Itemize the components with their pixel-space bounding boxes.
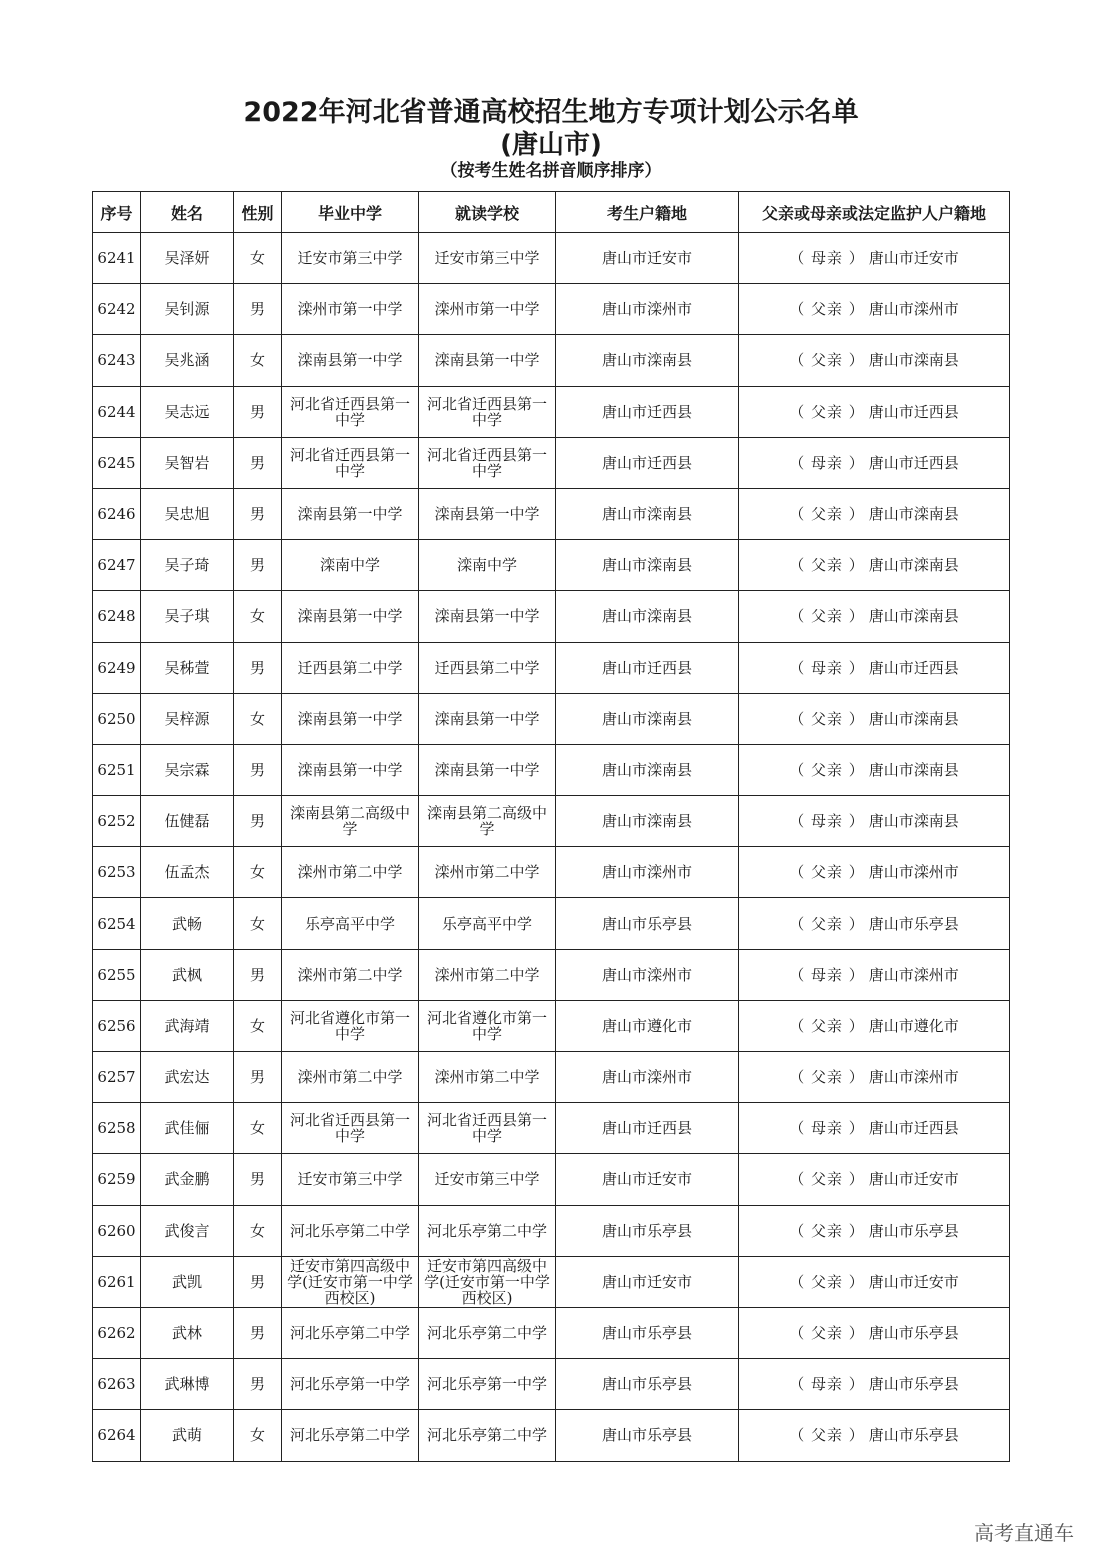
cell-hukou: 唐山市滦南县 bbox=[556, 335, 739, 386]
cell-grad-school: 河北省迁西县第一中学 bbox=[282, 386, 419, 437]
cell-name: 吴泽妍 bbox=[141, 233, 234, 284]
document-sort-note: （按考生姓名拼音顺序排序） bbox=[440, 161, 662, 181]
header-gender: 性别 bbox=[234, 192, 282, 233]
cell-current-school: 河北省迁西县第一中学 bbox=[419, 437, 556, 488]
cell-grad-school: 河北乐亭第二中学 bbox=[282, 1307, 419, 1358]
cell-name: 武萌 bbox=[141, 1410, 234, 1461]
table-row bbox=[93, 1154, 1010, 1205]
header-guardian-hukou: 父亲或母亲或法定监护人户籍地 bbox=[739, 192, 1010, 233]
cell-guardian bbox=[739, 284, 1010, 335]
cell-hukou: 唐山市迁安市 bbox=[556, 1256, 739, 1307]
cell-gender: 男 bbox=[234, 386, 282, 437]
cell-hukou: 唐山市乐亭县 bbox=[556, 1307, 739, 1358]
cell-name: 吴宗霖 bbox=[141, 744, 234, 795]
table-row bbox=[93, 898, 1010, 949]
cell-grad-school: 滦南县第二高级中学 bbox=[282, 796, 419, 847]
cell-name: 吴志远 bbox=[141, 386, 234, 437]
guardian-relation: （ 母亲 ） bbox=[789, 965, 865, 984]
cell-grad-school: 滦南县第一中学 bbox=[282, 591, 419, 642]
cell-no: 6241 bbox=[93, 233, 141, 284]
cell-name: 武枫 bbox=[141, 949, 234, 1000]
cell-no: 6262 bbox=[93, 1307, 141, 1358]
cell-no: 6245 bbox=[93, 437, 141, 488]
cell-name: 吴子琦 bbox=[141, 540, 234, 591]
table-body bbox=[93, 233, 1010, 1462]
cell-grad-school: 河北省遵化市第一中学 bbox=[282, 1000, 419, 1051]
cell-current-school: 迁安市第四高级中学(迁安市第一中学西校区) bbox=[419, 1256, 556, 1307]
cell-no: 6260 bbox=[93, 1205, 141, 1256]
cell-hukou: 唐山市滦南县 bbox=[556, 693, 739, 744]
cell-no: 6263 bbox=[93, 1359, 141, 1410]
cell-guardian bbox=[739, 1052, 1010, 1103]
cell-grad-school: 河北省迁西县第一中学 bbox=[282, 1103, 419, 1154]
cell-guardian bbox=[739, 1256, 1010, 1307]
cell-gender: 女 bbox=[234, 847, 282, 898]
cell-current-school: 滦州市第二中学 bbox=[419, 1052, 556, 1103]
cell-grad-school: 滦南县第一中学 bbox=[282, 335, 419, 386]
header-no: 序号 bbox=[93, 192, 141, 233]
table-row bbox=[93, 591, 1010, 642]
cell-current-school: 乐亭高平中学 bbox=[419, 898, 556, 949]
cell-grad-school: 滦南中学 bbox=[282, 540, 419, 591]
guardian-relation: （ 父亲 ） bbox=[789, 351, 865, 370]
cell-guardian bbox=[739, 233, 1010, 284]
cell-name: 武海靖 bbox=[141, 1000, 234, 1051]
table-row bbox=[93, 1000, 1010, 1051]
cell-current-school: 滦南县第一中学 bbox=[419, 488, 556, 539]
guardian-hukou: 唐山市滦南县 bbox=[868, 351, 959, 370]
cell-name: 武俊言 bbox=[141, 1205, 234, 1256]
guardian-relation: （ 父亲 ） bbox=[789, 607, 865, 626]
cell-name: 伍健磊 bbox=[141, 796, 234, 847]
header-grad-school: 毕业中学 bbox=[282, 192, 419, 233]
table-row bbox=[93, 796, 1010, 847]
cell-hukou: 唐山市迁西县 bbox=[556, 437, 739, 488]
cell-current-school: 河北乐亭第二中学 bbox=[419, 1205, 556, 1256]
cell-guardian bbox=[739, 847, 1010, 898]
guardian-relation: （ 父亲 ） bbox=[789, 1426, 865, 1445]
guardian-relation: （ 母亲 ） bbox=[789, 1375, 865, 1394]
cell-grad-school: 滦州市第二中学 bbox=[282, 1052, 419, 1103]
table-row bbox=[93, 693, 1010, 744]
guardian-hukou: 唐山市滦南县 bbox=[868, 505, 959, 524]
cell-hukou: 唐山市滦南县 bbox=[556, 488, 739, 539]
cell-gender: 女 bbox=[234, 591, 282, 642]
guardian-hukou: 唐山市乐亭县 bbox=[868, 1426, 959, 1445]
table-row bbox=[93, 335, 1010, 386]
guardian-relation: （ 父亲 ） bbox=[789, 556, 865, 575]
cell-hukou: 唐山市滦南县 bbox=[556, 591, 739, 642]
guardian-hukou: 唐山市迁西县 bbox=[868, 1119, 959, 1138]
cell-hukou: 唐山市滦州市 bbox=[556, 1052, 739, 1103]
cell-no: 6247 bbox=[93, 540, 141, 591]
cell-gender: 男 bbox=[234, 284, 282, 335]
cell-name: 武凯 bbox=[141, 1256, 234, 1307]
cell-grad-school: 河北乐亭第二中学 bbox=[282, 1205, 419, 1256]
cell-grad-school: 迁安市第四高级中学(迁安市第一中学西校区) bbox=[282, 1256, 419, 1307]
cell-gender: 男 bbox=[234, 1307, 282, 1358]
cell-grad-school: 河北乐亭第二中学 bbox=[282, 1410, 419, 1461]
cell-guardian bbox=[739, 1359, 1010, 1410]
cell-hukou: 唐山市迁西县 bbox=[556, 642, 739, 693]
guardian-relation: （ 母亲 ） bbox=[789, 1119, 865, 1138]
cell-gender: 女 bbox=[234, 335, 282, 386]
table-row bbox=[93, 642, 1010, 693]
guardian-hukou: 唐山市滦南县 bbox=[868, 709, 959, 728]
table-row bbox=[93, 540, 1010, 591]
cell-current-school: 滦南县第二高级中学 bbox=[419, 796, 556, 847]
cell-no: 6253 bbox=[93, 847, 141, 898]
cell-grad-school: 滦南县第一中学 bbox=[282, 693, 419, 744]
cell-guardian bbox=[739, 898, 1010, 949]
cell-gender: 女 bbox=[234, 898, 282, 949]
cell-name: 武宏达 bbox=[141, 1052, 234, 1103]
cell-gender: 女 bbox=[234, 693, 282, 744]
table-row bbox=[93, 437, 1010, 488]
cell-no: 6250 bbox=[93, 693, 141, 744]
cell-hukou: 唐山市滦州市 bbox=[556, 284, 739, 335]
cell-gender: 男 bbox=[234, 1256, 282, 1307]
cell-guardian bbox=[739, 591, 1010, 642]
cell-name: 吴智岩 bbox=[141, 437, 234, 488]
cell-no: 6252 bbox=[93, 796, 141, 847]
cell-guardian bbox=[739, 1307, 1010, 1358]
header-hukou: 考生户籍地 bbox=[556, 192, 739, 233]
cell-guardian bbox=[739, 744, 1010, 795]
table-row bbox=[93, 1307, 1010, 1358]
cell-hukou: 唐山市滦州市 bbox=[556, 847, 739, 898]
header-name: 姓名 bbox=[141, 192, 234, 233]
cell-name: 武琳博 bbox=[141, 1359, 234, 1410]
guardian-relation: （ 母亲 ） bbox=[789, 658, 865, 677]
table-row bbox=[93, 1359, 1010, 1410]
table-row bbox=[93, 744, 1010, 795]
guardian-hukou: 唐山市迁西县 bbox=[868, 453, 959, 472]
guardian-relation: （ 父亲 ） bbox=[789, 1272, 865, 1291]
cell-guardian bbox=[739, 386, 1010, 437]
cell-no: 6257 bbox=[93, 1052, 141, 1103]
cell-gender: 男 bbox=[234, 744, 282, 795]
cell-grad-school: 河北乐亭第一中学 bbox=[282, 1359, 419, 1410]
cell-gender: 男 bbox=[234, 796, 282, 847]
guardian-hukou: 唐山市乐亭县 bbox=[868, 1324, 959, 1343]
cell-guardian bbox=[739, 1103, 1010, 1154]
cell-guardian bbox=[739, 796, 1010, 847]
cell-hukou: 唐山市迁安市 bbox=[556, 1154, 739, 1205]
cell-current-school: 迁安市第三中学 bbox=[419, 233, 556, 284]
cell-name: 武佳俪 bbox=[141, 1103, 234, 1154]
cell-grad-school: 迁安市第三中学 bbox=[282, 1154, 419, 1205]
cell-grad-school: 迁西县第二中学 bbox=[282, 642, 419, 693]
guardian-hukou: 唐山市滦州市 bbox=[868, 965, 959, 984]
guardian-relation: （ 父亲 ） bbox=[789, 1170, 865, 1189]
cell-no: 6251 bbox=[93, 744, 141, 795]
cell-no: 6242 bbox=[93, 284, 141, 335]
cell-grad-school: 滦南县第一中学 bbox=[282, 744, 419, 795]
cell-no: 6264 bbox=[93, 1410, 141, 1461]
cell-grad-school: 滦南县第一中学 bbox=[282, 488, 419, 539]
guardian-relation: （ 父亲 ） bbox=[789, 1016, 865, 1035]
cell-current-school: 滦南县第一中学 bbox=[419, 744, 556, 795]
guardian-relation: （ 父亲 ） bbox=[789, 709, 865, 728]
cell-current-school: 迁西县第二中学 bbox=[419, 642, 556, 693]
cell-hukou: 唐山市滦南县 bbox=[556, 796, 739, 847]
cell-current-school: 滦南县第一中学 bbox=[419, 591, 556, 642]
table-row bbox=[93, 386, 1010, 437]
cell-name: 武林 bbox=[141, 1307, 234, 1358]
cell-guardian bbox=[739, 437, 1010, 488]
cell-no: 6255 bbox=[93, 949, 141, 1000]
cell-name: 吴秭萱 bbox=[141, 642, 234, 693]
guardian-relation: （ 父亲 ） bbox=[789, 402, 865, 421]
guardian-hukou: 唐山市滦南县 bbox=[868, 760, 959, 779]
guardian-hukou: 唐山市乐亭县 bbox=[868, 914, 959, 933]
cell-gender: 女 bbox=[234, 233, 282, 284]
cell-gender: 男 bbox=[234, 949, 282, 1000]
table-row bbox=[93, 1410, 1010, 1461]
guardian-hukou: 唐山市迁安市 bbox=[868, 249, 959, 268]
cell-guardian bbox=[739, 335, 1010, 386]
cell-current-school: 滦州市第二中学 bbox=[419, 949, 556, 1000]
cell-no: 6243 bbox=[93, 335, 141, 386]
watermark: 高考直通车 bbox=[974, 1521, 1074, 1545]
cell-name: 吴子琪 bbox=[141, 591, 234, 642]
cell-current-school: 滦州市第一中学 bbox=[419, 284, 556, 335]
table-row bbox=[93, 1103, 1010, 1154]
cell-current-school: 河北乐亭第二中学 bbox=[419, 1307, 556, 1358]
cell-current-school: 河北省迁西县第一中学 bbox=[419, 1103, 556, 1154]
cell-gender: 男 bbox=[234, 642, 282, 693]
cell-name: 吴梓源 bbox=[141, 693, 234, 744]
cell-name: 伍孟杰 bbox=[141, 847, 234, 898]
guardian-hukou: 唐山市迁西县 bbox=[868, 658, 959, 677]
cell-hukou: 唐山市迁西县 bbox=[556, 386, 739, 437]
cell-guardian bbox=[739, 1410, 1010, 1461]
cell-gender: 女 bbox=[234, 1410, 282, 1461]
cell-gender: 女 bbox=[234, 1205, 282, 1256]
table-row bbox=[93, 949, 1010, 1000]
guardian-relation: （ 母亲 ） bbox=[789, 453, 865, 472]
cell-current-school: 滦州市第二中学 bbox=[419, 847, 556, 898]
cell-guardian bbox=[739, 693, 1010, 744]
cell-grad-school: 滦州市第二中学 bbox=[282, 949, 419, 1000]
cell-hukou: 唐山市迁安市 bbox=[556, 233, 739, 284]
cell-hukou: 唐山市遵化市 bbox=[556, 1000, 739, 1051]
table-row bbox=[93, 847, 1010, 898]
cell-guardian bbox=[739, 488, 1010, 539]
cell-grad-school: 滦州市第一中学 bbox=[282, 284, 419, 335]
document-city: (唐山市) bbox=[500, 130, 602, 160]
cell-hukou: 唐山市迁西县 bbox=[556, 1103, 739, 1154]
cell-current-school: 滦南县第一中学 bbox=[419, 335, 556, 386]
guardian-hukou: 唐山市迁西县 bbox=[868, 402, 959, 421]
cell-hukou: 唐山市乐亭县 bbox=[556, 1359, 739, 1410]
cell-gender: 男 bbox=[234, 1359, 282, 1410]
cell-current-school: 河北乐亭第二中学 bbox=[419, 1410, 556, 1461]
cell-current-school: 河北乐亭第一中学 bbox=[419, 1359, 556, 1410]
cell-current-school: 河北省遵化市第一中学 bbox=[419, 1000, 556, 1051]
guardian-hukou: 唐山市滦南县 bbox=[868, 556, 959, 575]
guardian-hukou: 唐山市滦南县 bbox=[868, 812, 959, 831]
cell-no: 6261 bbox=[93, 1256, 141, 1307]
guardian-hukou: 唐山市迁安市 bbox=[868, 1272, 959, 1291]
cell-no: 6254 bbox=[93, 898, 141, 949]
cell-current-school: 滦南中学 bbox=[419, 540, 556, 591]
guardian-relation: （ 父亲 ） bbox=[789, 1068, 865, 1087]
cell-hukou: 唐山市乐亭县 bbox=[556, 1205, 739, 1256]
table-row bbox=[93, 233, 1010, 284]
guardian-relation: （ 母亲 ） bbox=[789, 249, 865, 268]
guardian-hukou: 唐山市滦州市 bbox=[868, 863, 959, 882]
cell-hukou: 唐山市滦南县 bbox=[556, 744, 739, 795]
cell-gender: 男 bbox=[234, 1052, 282, 1103]
cell-guardian bbox=[739, 540, 1010, 591]
guardian-relation: （ 父亲 ） bbox=[789, 863, 865, 882]
table-header-row bbox=[93, 192, 1010, 233]
cell-name: 吴忠旭 bbox=[141, 488, 234, 539]
cell-gender: 男 bbox=[234, 437, 282, 488]
cell-name: 吴钊源 bbox=[141, 284, 234, 335]
roster-table bbox=[92, 191, 1010, 1462]
table-row bbox=[93, 1256, 1010, 1307]
table-row bbox=[93, 1205, 1010, 1256]
cell-no: 6246 bbox=[93, 488, 141, 539]
table-row bbox=[93, 1052, 1010, 1103]
guardian-relation: （ 母亲 ） bbox=[789, 812, 865, 831]
cell-hukou: 唐山市乐亭县 bbox=[556, 898, 739, 949]
guardian-hukou: 唐山市迁安市 bbox=[868, 1170, 959, 1189]
cell-hukou: 唐山市乐亭县 bbox=[556, 1410, 739, 1461]
cell-no: 6258 bbox=[93, 1103, 141, 1154]
cell-guardian bbox=[739, 1205, 1010, 1256]
cell-name: 武金鹏 bbox=[141, 1154, 234, 1205]
guardian-hukou: 唐山市滦州市 bbox=[868, 1068, 959, 1087]
cell-grad-school: 迁安市第三中学 bbox=[282, 233, 419, 284]
guardian-relation: （ 父亲 ） bbox=[789, 914, 865, 933]
cell-grad-school: 滦州市第二中学 bbox=[282, 847, 419, 898]
cell-guardian bbox=[739, 949, 1010, 1000]
cell-gender: 女 bbox=[234, 1103, 282, 1154]
cell-guardian bbox=[739, 1154, 1010, 1205]
cell-gender: 女 bbox=[234, 1000, 282, 1051]
guardian-hukou: 唐山市遵化市 bbox=[868, 1016, 959, 1035]
cell-current-school: 滦南县第一中学 bbox=[419, 693, 556, 744]
guardian-hukou: 唐山市滦州市 bbox=[868, 300, 959, 319]
cell-hukou: 唐山市滦南县 bbox=[556, 540, 739, 591]
table-row bbox=[93, 284, 1010, 335]
cell-no: 6249 bbox=[93, 642, 141, 693]
guardian-relation: （ 父亲 ） bbox=[789, 760, 865, 779]
cell-gender: 男 bbox=[234, 1154, 282, 1205]
cell-name: 吴兆涵 bbox=[141, 335, 234, 386]
guardian-hukou: 唐山市乐亭县 bbox=[868, 1221, 959, 1240]
table-row bbox=[93, 488, 1010, 539]
cell-no: 6244 bbox=[93, 386, 141, 437]
header-current-school: 就读学校 bbox=[419, 192, 556, 233]
cell-no: 6256 bbox=[93, 1000, 141, 1051]
guardian-hukou: 唐山市乐亭县 bbox=[868, 1375, 959, 1394]
guardian-relation: （ 父亲 ） bbox=[789, 1324, 865, 1343]
cell-name: 武畅 bbox=[141, 898, 234, 949]
guardian-hukou: 唐山市滦南县 bbox=[868, 607, 959, 626]
cell-hukou: 唐山市滦州市 bbox=[556, 949, 739, 1000]
cell-gender: 男 bbox=[234, 540, 282, 591]
cell-current-school: 河北省迁西县第一中学 bbox=[419, 386, 556, 437]
cell-guardian bbox=[739, 1000, 1010, 1051]
cell-grad-school: 河北省迁西县第一中学 bbox=[282, 437, 419, 488]
cell-guardian bbox=[739, 642, 1010, 693]
cell-gender: 男 bbox=[234, 488, 282, 539]
cell-grad-school: 乐亭高平中学 bbox=[282, 898, 419, 949]
cell-no: 6248 bbox=[93, 591, 141, 642]
cell-no: 6259 bbox=[93, 1154, 141, 1205]
document-title: 2022年河北省普通高校招生地方专项计划公示名单 bbox=[243, 97, 859, 128]
guardian-relation: （ 父亲 ） bbox=[789, 1221, 865, 1240]
guardian-relation: （ 父亲 ） bbox=[789, 505, 865, 524]
guardian-relation: （ 父亲 ） bbox=[789, 300, 865, 319]
cell-current-school: 迁安市第三中学 bbox=[419, 1154, 556, 1205]
